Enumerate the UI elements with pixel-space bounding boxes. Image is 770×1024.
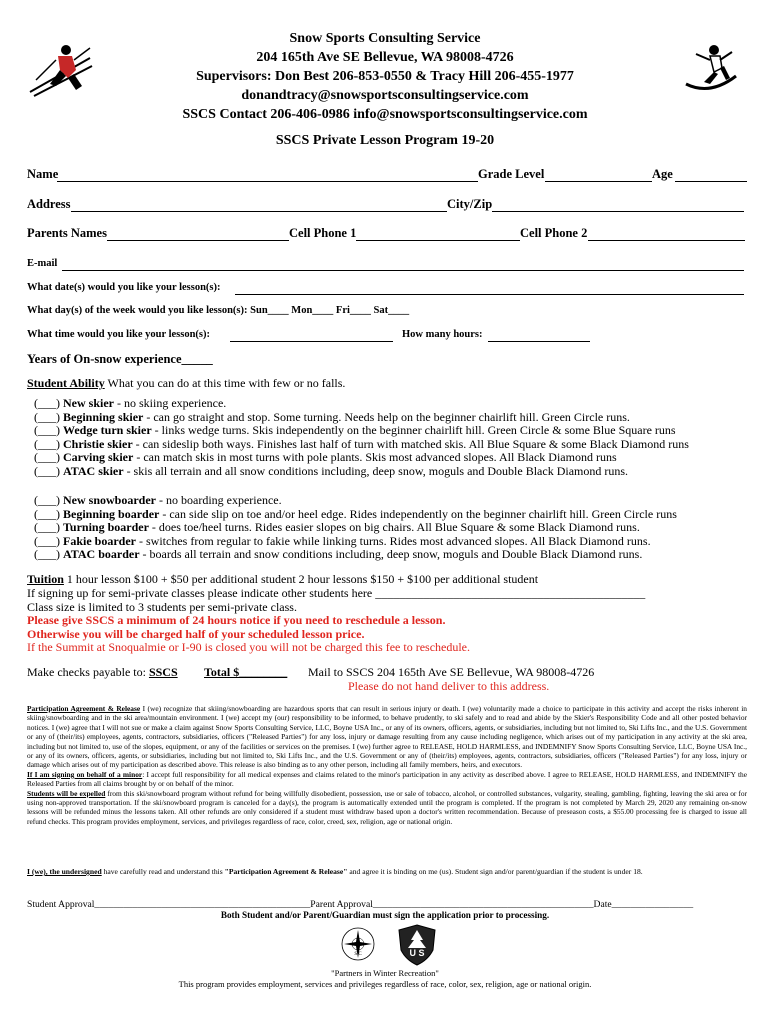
closure-notice: If the Summit at Snoqualmie or I-90 is closed you will not be charged this fee to reschedule.: [27, 640, 471, 654]
time-label: What time would you like your lesson(s):: [27, 329, 210, 340]
board-level-row[interactable]: (___) New snowboarder - no boarding experience.: [34, 493, 282, 507]
cell1-field[interactable]: [356, 240, 520, 241]
payee: SSCS: [148, 665, 178, 679]
parents-label: Parents Names: [27, 226, 107, 240]
cell2-label: Cell Phone 2: [520, 226, 588, 240]
ski-level-row[interactable]: (___) Beginning skier - can go straight and stop. Some turning. Needs help on the beginner chairlift hill. Green Circle runs.: [34, 409, 630, 424]
cell1-label: Cell Phone 1: [289, 226, 357, 240]
dates-label: What date(s) would you like your lesson(s):: [27, 282, 221, 293]
cell2-field[interactable]: [588, 240, 745, 241]
semi-private-field[interactable]: If signing up for semi-private classes please indicate other students here _____________________________________________: [27, 586, 646, 600]
email-field[interactable]: [62, 270, 744, 271]
dates-field[interactable]: [235, 294, 744, 295]
parents-field[interactable]: [107, 240, 289, 241]
approval-signatures[interactable]: Student Approval_____________________________________________Parent Approval______________________________________________Date_________________: [27, 899, 694, 910]
company-address: 204 165th Ave SE Bellevue, WA 98008-4726: [256, 50, 514, 65]
page-title: SSCS Private Lesson Program 19-20: [275, 133, 495, 148]
age-label: Age: [652, 167, 673, 181]
name-field[interactable]: [57, 181, 478, 182]
footer-motto: "Partners in Winter Recreation": [331, 968, 439, 978]
checks-row: Make checks payable to: SSCS: [27, 665, 178, 679]
total-field[interactable]: Total $________: [204, 665, 288, 679]
tuition-label: Tuition: [27, 572, 64, 586]
participation-agreement: Participation Agreement & Release I (we) recognize that skiing/snowboarding are hazardous sports that can result in serious injury or death. I (we) voluntarily made a choice to participate in this activity and accept the risks inherent in skiing/snowboarding and in the ski area/mountain environment. I (we) accept my (our) responsibility to be informed, to behave prudently, to ski safely and to read and abide by the Skier's Responsibility Code and all other posted behavior notices. I (we) agree that I will not sue or make a claim against Snow Sports Consulting Service, LLC, Boyne USA Inc., or any of its owners, officers, agents, or subsidiaries, including but not limited to, Ski Lifts Inc., and the U.S. Government or any of (their/its) employees, agents, contractors, subsidiaries, officers ("Released Parties") for any loss, injury or damage resulting from any cause including negligence, which arises out of my participation in any activity at the ski area, including but not limited to, use of the slopes, equipment, or any of the facilities or services on the premises. I (we) further agree to RELEASE, HOLD HARMLESS, and INDEMNIFY Snow Sports Consulting Service, LLC, Boyne USA Inc., or any of its owners, officers, agents, or subsidiaries, including but not limited to, Ski Lifts Inc., and the U.S. Government or any of (their/its) employees, agents, contractors, subsidiaries, officers ("Released Parties") for any loss, injury or damage which arises out of my participation as described above. This release is also binding as to any other person, including all family members, heirs, and executors. If I am signing on behalf of a minor: I accept full responsibility for all medical expenses and claims related to the minor's participation in any activity as described above. I agree to RELEASE, HOLD HARMLESS, and INDEMNIFY the Released Parties from all claims brought by or on behalf of the minor. Students will be expelled from this ski/snowboard program without refund for being willfully disobedient, possession, use or sale of tobacco, alcohol, or controlled substances, vulgarity, stealing, gambling, fighting, leaving the ski area or for using non-approved transportation. If the ski/snowboard program is canceled for a day(s), the program is automatically extended until the program is completed. If the program is not completed by March 29, 2020 any remaining on-snow lessons will be refunded minus the lessons taken. All other refunds are only considered if a student must withdraw based upon a doctor's written recommendation. Because of preseason costs, a $55.00 processing fee is charged to issue all refund checks. This program provides employment, services, and privileges regardless of race, color, creed, sex, religion, age or national origin.: [27, 704, 747, 826]
no-hand-deliver: Please do not hand deliver to this address.: [348, 679, 550, 693]
contact-line: SSCS Contact 206-406-0986 info@snowsportsconsultingservice.com: [182, 107, 588, 122]
age-field[interactable]: [675, 181, 747, 182]
hours-label: How many hours:: [402, 329, 483, 340]
ski-level-row[interactable]: (___) ATAC skier - skis all terrain and all snow conditions including, deep snow, moguls and Double Black Diamond runs.: [34, 463, 629, 478]
charge-notice: Otherwise you will be charged half of your scheduled lesson price.: [27, 627, 365, 641]
hours-field[interactable]: [488, 341, 590, 342]
seal-text: S C: [354, 952, 362, 957]
city-label: City/Zip: [447, 197, 493, 211]
name-label: Name: [27, 167, 59, 181]
address-label: Address: [27, 197, 71, 211]
footer-eeo: This program provides employment, services and privileges regardless of race, color, sex, religion, age or national origin.: [178, 979, 592, 989]
board-level-row[interactable]: (___) Turning boarder - does toe/heel turns. Rides easier slopes on big chairs. All Blue Square & some Black Diamond runs.: [34, 520, 640, 534]
signature-note: Both Student and/or Parent/Guardian must sign the application prior to processing.: [220, 910, 550, 920]
experience-label[interactable]: Years of On-snow experience_____: [27, 352, 213, 366]
ski-level-row[interactable]: (___) Christie skier - can sideslip both ways. Finishes last half of turn with matched skis. All Blue Square & some Black Diamond runs: [34, 436, 689, 451]
ski-level-row[interactable]: (___) Wedge turn skier - links wedge turns. Skis independently on the beginner chairlift hill. Green Circle & some Blue Square runs: [34, 423, 676, 437]
supervisors: Supervisors: Don Best 206-853-0550 & Tracy Hill 206-455-1977: [196, 69, 574, 84]
reschedule-notice: Please give SSCS a minimum of 24 hours notice if you need to reschedule a lesson.: [27, 613, 446, 627]
forest-service-shield-icon: [398, 924, 436, 966]
city-field[interactable]: [492, 211, 744, 212]
company-name: Snow Sports Consulting Service: [289, 31, 481, 46]
grade-label: Grade Level: [478, 167, 545, 181]
tuition-row: [27, 572, 538, 587]
email-label: E-mail: [27, 258, 58, 269]
mail-address: Mail to SSCS 204 165th Ave SE Bellevue, WA 98008-4726: [308, 665, 595, 679]
time-field[interactable]: [230, 341, 393, 342]
ability-heading-row: [27, 376, 345, 391]
ski-level-row[interactable]: (___) Carving skier - can match skis in most turns with pole plants. Skis most advanced slopes. All Black Diamond runs: [34, 450, 617, 464]
ability-heading: Student Ability: [27, 376, 105, 390]
ski-level-row[interactable]: (___) New skier - no skiing experience.: [34, 396, 227, 410]
usfs-text: U S: [409, 948, 425, 958]
supervisor-email: donandtracy@snowsportsconsultingservice.com: [241, 88, 529, 103]
class-size-note: Class size is limited to 3 students per semi-private class.: [27, 600, 297, 614]
address-field[interactable]: [71, 211, 447, 212]
undersigned-statement: I (we), the undersigned have carefully read and understand this "Participation Agreement & Release" and agree it is binding on me (us). Student sign and/or parent/guardian if the student is under 18.: [27, 867, 643, 876]
board-level-row[interactable]: (___) Beginning boarder - can side slip on toe and/or heel edge. Rides independently on the beginner chairlift hill. Green Circle runs: [34, 506, 677, 521]
tuition-rates: 1 hour lesson $100 + $50 per additional student 2 hour lessons $150 + $100 per additional student: [63, 572, 539, 586]
grade-field[interactable]: [545, 181, 652, 182]
board-level-row[interactable]: (___) ATAC boarder - boards all terrain and snow conditions including, deep snow, moguls and Double Black Diamond runs.: [34, 547, 643, 561]
ability-intro: What you can do at this time with few or no falls.: [104, 376, 346, 390]
board-level-row[interactable]: (___) Fakie boarder - switches from regular to fakie while linking turns. Rides most advanced slopes. All Black Diamond runs.: [34, 533, 651, 548]
days-label[interactable]: What day(s) of the week would you like lesson(s): Sun____ Mon____ Fri____ Sat____: [27, 305, 410, 316]
